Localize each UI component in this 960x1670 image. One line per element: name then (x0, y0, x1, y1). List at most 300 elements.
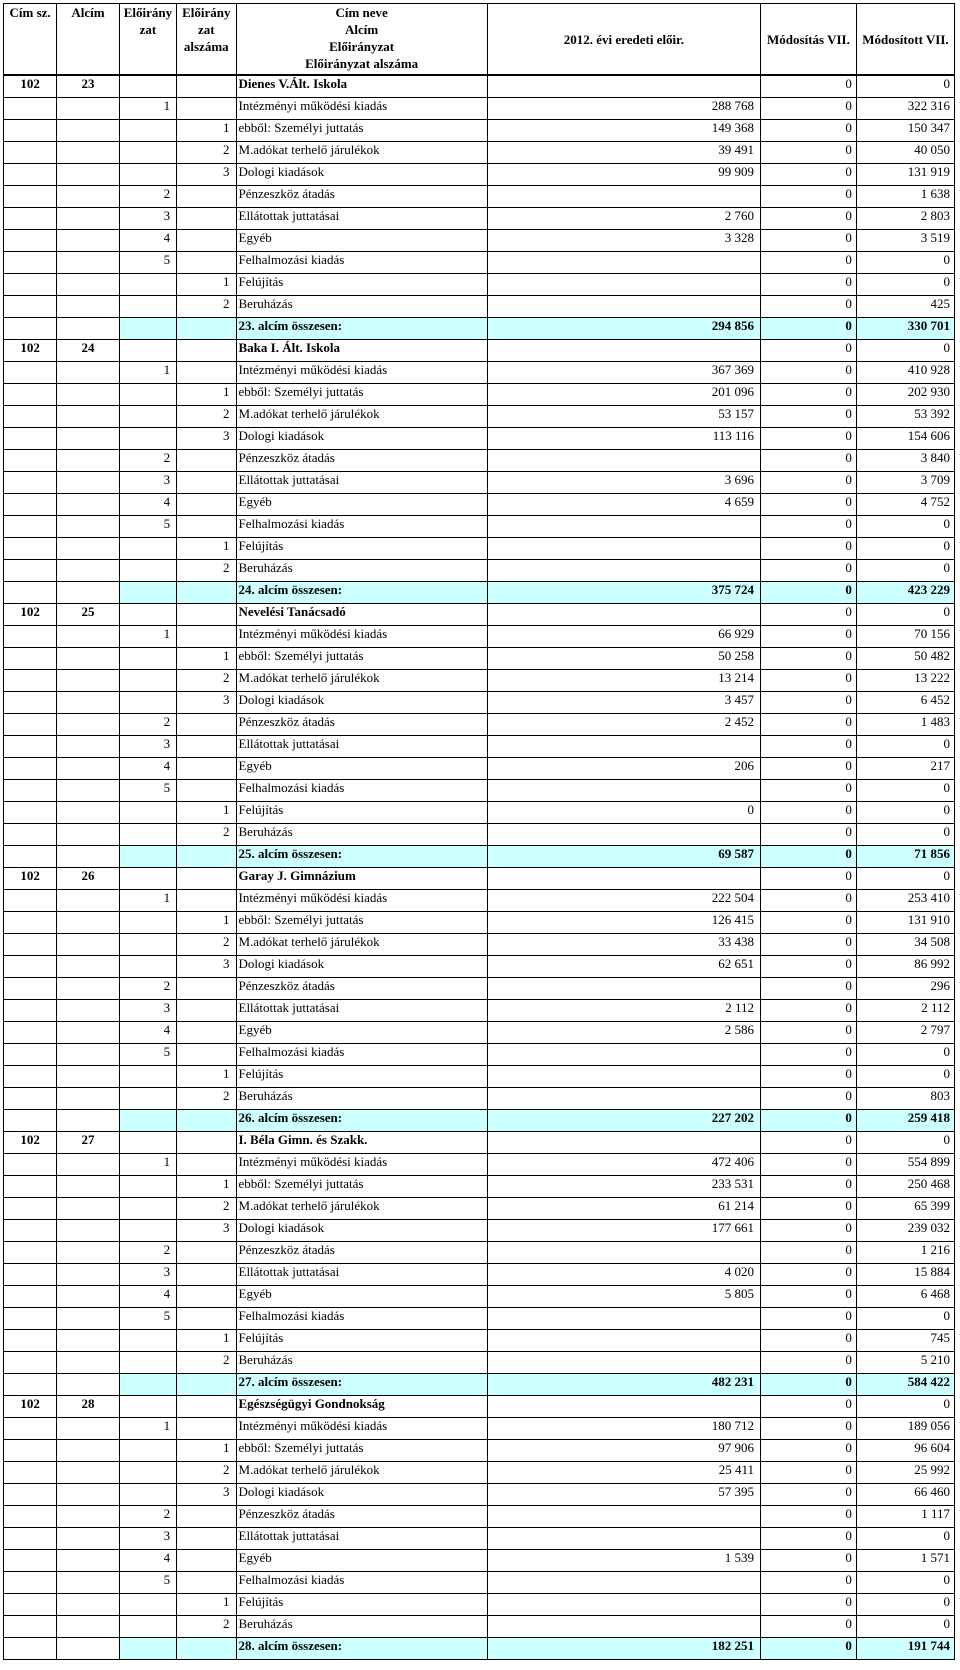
item-name: ebből: Személyi juttatás (236, 648, 487, 670)
modositott-value: 50 482 (856, 648, 954, 670)
eloiranyzat-number: 2 (119, 978, 176, 1000)
alcim-cell (57, 1286, 120, 1308)
modositas-value: 0 (761, 208, 857, 230)
total-modositas: 0 (761, 846, 857, 868)
eredeti-value: 233 531 (487, 1176, 760, 1198)
alcim-cell (57, 1352, 120, 1374)
eloiranyzat-cell (119, 582, 176, 604)
eredeti-value: 62 651 (487, 956, 760, 978)
eredeti-value (487, 1506, 760, 1528)
eloiranyzat-number: 5 (119, 516, 176, 538)
modositott-value: 2 803 (856, 208, 954, 230)
modositas-value: 0 (761, 1572, 857, 1594)
modositas-value: 0 (761, 1044, 857, 1066)
alszam-cell (177, 1132, 236, 1154)
table-row (4, 802, 955, 824)
modositas-value: 0 (761, 164, 857, 186)
eredeti-value: 4 659 (487, 494, 760, 516)
table-row (4, 186, 955, 208)
modositott-value: 253 410 (856, 890, 954, 912)
modositas-value: 0 (761, 1484, 857, 1506)
item-name: Egyéb (236, 1286, 487, 1308)
table-row (4, 1286, 955, 1308)
alszam-number (177, 494, 236, 516)
cim-cell (4, 472, 57, 494)
table-row (4, 780, 955, 802)
modositas-value: 0 (761, 1418, 857, 1440)
table-row (4, 1242, 955, 1264)
alszam-number (177, 1154, 236, 1176)
modositott-cell: 0 (856, 868, 954, 890)
eredeti-value: 367 369 (487, 362, 760, 384)
eloiranyzat-number (119, 1220, 176, 1242)
cim-cell (4, 1242, 57, 1264)
header-eredeti: 2012. évi eredeti előir. (487, 4, 760, 76)
item-name: M.adókat terhelő járulékok (236, 1462, 487, 1484)
modositas-value: 0 (761, 1440, 857, 1462)
eloiranyzat-cell (119, 318, 176, 340)
eredeti-value (487, 780, 760, 802)
alszam-number (177, 736, 236, 758)
modositott-cell: 0 (856, 1132, 954, 1154)
eredeti-value (487, 978, 760, 1000)
total-label: 26. alcím összesen: (236, 1110, 487, 1132)
total-eredeti: 294 856 (487, 318, 760, 340)
alcim-cell (57, 560, 120, 582)
modositas-value: 0 (761, 98, 857, 120)
modositott-value: 239 032 (856, 1220, 954, 1242)
cim-cell (4, 208, 57, 230)
table-row (4, 428, 955, 450)
eloiranyzat-number (119, 428, 176, 450)
eloiranyzat-number: 2 (119, 714, 176, 736)
table-row (4, 362, 955, 384)
cim-cell (4, 516, 57, 538)
modositas-value: 0 (761, 1022, 857, 1044)
table-row (4, 1440, 955, 1462)
modositott-value: 96 604 (856, 1440, 954, 1462)
eloiranyzat-number (119, 912, 176, 934)
eloiranyzat-number (119, 692, 176, 714)
eloiranyzat-number: 4 (119, 494, 176, 516)
alszam-number (177, 780, 236, 802)
item-name: Felújítás (236, 802, 487, 824)
institution-name: Garay J. Gimnázium (236, 868, 487, 890)
modositott-value: 3 840 (856, 450, 954, 472)
alcim-cell (57, 252, 120, 274)
total-modositas: 0 (761, 1374, 857, 1396)
modositas-value: 0 (761, 1000, 857, 1022)
modositas-value: 0 (761, 780, 857, 802)
modositott-value: 0 (856, 802, 954, 824)
table-row (4, 1066, 955, 1088)
alszam-number: 2 (177, 934, 236, 956)
cim-cell (4, 1440, 57, 1462)
cim-cell (4, 186, 57, 208)
item-name: Beruházás (236, 1088, 487, 1110)
modositas-value: 0 (761, 230, 857, 252)
modositas-value: 0 (761, 296, 857, 318)
modositott-value: 13 222 (856, 670, 954, 692)
eredeti-value (487, 1572, 760, 1594)
table-row (4, 736, 955, 758)
cim-cell (4, 1374, 57, 1396)
header-name-column (236, 4, 487, 76)
table-row (4, 824, 955, 846)
modositas-value: 0 (761, 560, 857, 582)
header-cim-sz: Cím sz. (4, 4, 57, 76)
eredeti-value: 149 368 (487, 120, 760, 142)
alszam-number: 1 (177, 802, 236, 824)
alszam-number: 3 (177, 1484, 236, 1506)
eredeti-value: 2 586 (487, 1022, 760, 1044)
cim-cell (4, 230, 57, 252)
eloiranyzat-number: 2 (119, 1506, 176, 1528)
eloiranyzat-number: 4 (119, 230, 176, 252)
eloiranyzat-number: 1 (119, 1418, 176, 1440)
alszam-number (177, 626, 236, 648)
section-title-row (4, 75, 955, 98)
eloiranyzat-number: 3 (119, 736, 176, 758)
modositas-value: 0 (761, 736, 857, 758)
table-row (4, 670, 955, 692)
eloiranyzat-number (119, 670, 176, 692)
modositas-value: 0 (761, 120, 857, 142)
cim-cell (4, 120, 57, 142)
table-row (4, 1572, 955, 1594)
eloiranyzat-number (119, 560, 176, 582)
alszam-number: 2 (177, 670, 236, 692)
item-name: Egyéb (236, 758, 487, 780)
table-row (4, 978, 955, 1000)
section-total-row (4, 1638, 955, 1660)
alcim-cell (57, 956, 120, 978)
table-row (4, 912, 955, 934)
table-row (4, 560, 955, 582)
alcim-cell (57, 1176, 120, 1198)
table-row (4, 934, 955, 956)
section-title-row (4, 340, 955, 362)
eredeti-value: 3 457 (487, 692, 760, 714)
eloiranyzat-number: 2 (119, 1242, 176, 1264)
eloiranyzat-number: 1 (119, 98, 176, 120)
item-name: Pénzeszköz átadás (236, 978, 487, 1000)
table-row (4, 1088, 955, 1110)
eredeti-value (487, 1528, 760, 1550)
modositott-value: 1 638 (856, 186, 954, 208)
modositott-value: 4 752 (856, 494, 954, 516)
cim-cell (4, 780, 57, 802)
item-name: ebből: Személyi juttatás (236, 120, 487, 142)
item-name: Dologi kiadások (236, 164, 487, 186)
header-eloiranyzat: Előirány zat (119, 4, 176, 76)
cim-cell (4, 1330, 57, 1352)
eredeti-value: 61 214 (487, 1198, 760, 1220)
modositas-value: 0 (761, 824, 857, 846)
institution-name: Nevelési Tanácsadó (236, 604, 487, 626)
alszam-number (177, 1308, 236, 1330)
alszam-number: 1 (177, 1066, 236, 1088)
table-row (4, 208, 955, 230)
alcim-cell (57, 1440, 120, 1462)
header-modositas: Módosítás VII. (761, 4, 857, 76)
modositas-value: 0 (761, 670, 857, 692)
cim-number: 102 (4, 868, 57, 890)
alcim-cell (57, 1484, 120, 1506)
eredeti-value (487, 186, 760, 208)
alcim-cell (57, 98, 120, 120)
modositott-value: 86 992 (856, 956, 954, 978)
item-name: M.adókat terhelő járulékok (236, 142, 487, 164)
table-row (4, 274, 955, 296)
alcim-cell (57, 450, 120, 472)
eloiranyzat-number (119, 1440, 176, 1462)
item-name: Felújítás (236, 538, 487, 560)
total-label: 25. alcím összesen: (236, 846, 487, 868)
eloiranyzat-number (119, 1462, 176, 1484)
alcim-cell (57, 1220, 120, 1242)
total-eredeti: 182 251 (487, 1638, 760, 1660)
item-name: Beruházás (236, 1616, 487, 1638)
cim-cell (4, 318, 57, 340)
alszam-cell (177, 1374, 236, 1396)
table-row (4, 494, 955, 516)
cim-cell (4, 978, 57, 1000)
modositott-value: 131 919 (856, 164, 954, 186)
eloiranyzat-number (119, 1352, 176, 1374)
alcim-cell (57, 846, 120, 868)
cim-cell (4, 164, 57, 186)
modositott-value: 0 (856, 560, 954, 582)
alcim-cell (57, 934, 120, 956)
modositas-value: 0 (761, 648, 857, 670)
total-modositott: 191 744 (856, 1638, 954, 1660)
alcim-cell (57, 1550, 120, 1572)
eredeti-value (487, 1308, 760, 1330)
alcim-cell (57, 626, 120, 648)
modositott-value: 0 (856, 1044, 954, 1066)
eloiranyzat-number: 3 (119, 1000, 176, 1022)
eredeti-value: 3 328 (487, 230, 760, 252)
modositott-value: 425 (856, 296, 954, 318)
alcim-cell (57, 714, 120, 736)
modositott-value: 1 117 (856, 1506, 954, 1528)
alszam-number (177, 472, 236, 494)
alcim-cell (57, 758, 120, 780)
alcim-cell (57, 1418, 120, 1440)
modositott-value: 40 050 (856, 142, 954, 164)
alszam-number: 1 (177, 384, 236, 406)
modositas-value: 0 (761, 1528, 857, 1550)
eloiranyzat-number (119, 1330, 176, 1352)
eloiranyzat-number (119, 1484, 176, 1506)
table-row (4, 1330, 955, 1352)
table-body (4, 75, 955, 1660)
eredeti-value (487, 824, 760, 846)
item-name: Ellátottak juttatásai (236, 736, 487, 758)
cim-cell (4, 560, 57, 582)
alcim-cell (57, 1616, 120, 1638)
modositas-value: 0 (761, 1616, 857, 1638)
alszam-cell (177, 318, 236, 340)
eredeti-cell (487, 1396, 760, 1418)
alszam-number (177, 1528, 236, 1550)
eloiranyzat-number (119, 1088, 176, 1110)
alcim-number: 24 (57, 340, 120, 362)
eloiranyzat-cell (119, 1638, 176, 1660)
modositas-value: 0 (761, 1264, 857, 1286)
institution-name: Baka I. Ált. Iskola (236, 340, 487, 362)
item-name: Ellátottak juttatásai (236, 208, 487, 230)
table-row (4, 252, 955, 274)
cim-cell (4, 1550, 57, 1572)
table-row (4, 626, 955, 648)
item-name: Beruházás (236, 296, 487, 318)
budget-table (3, 3, 955, 1660)
item-name: Intézményi működési kiadás (236, 362, 487, 384)
cim-cell (4, 1572, 57, 1594)
alszam-cell (177, 1110, 236, 1132)
item-name: Felhalmozási kiadás (236, 1308, 487, 1330)
eloiranyzat-cell (119, 1374, 176, 1396)
eloiranyzat-number (119, 934, 176, 956)
eloiranyzat-number (119, 802, 176, 824)
item-name: Egyéb (236, 494, 487, 516)
alszam-cell (177, 604, 236, 626)
eloiranyzat-number (119, 296, 176, 318)
modositott-value: 6 452 (856, 692, 954, 714)
total-label: 27. alcím összesen: (236, 1374, 487, 1396)
eloiranyzat-number: 5 (119, 252, 176, 274)
eredeti-cell (487, 1132, 760, 1154)
alcim-cell (57, 1066, 120, 1088)
eredeti-value (487, 274, 760, 296)
eredeti-value (487, 1088, 760, 1110)
modositott-value: 1 216 (856, 1242, 954, 1264)
alszam-number: 1 (177, 648, 236, 670)
alcim-cell (57, 780, 120, 802)
item-name: Ellátottak juttatásai (236, 472, 487, 494)
modositott-value: 6 468 (856, 1286, 954, 1308)
eloiranyzat-number (119, 824, 176, 846)
table-row (4, 1000, 955, 1022)
modositas-cell: 0 (761, 75, 857, 98)
table-row (4, 1462, 955, 1484)
eloiranyzat-number: 5 (119, 1308, 176, 1330)
modositas-value: 0 (761, 1286, 857, 1308)
alcim-cell (57, 1198, 120, 1220)
alcim-cell (57, 1000, 120, 1022)
section-total-row (4, 846, 955, 868)
alszam-number (177, 1418, 236, 1440)
modositas-value: 0 (761, 450, 857, 472)
modositas-value: 0 (761, 1066, 857, 1088)
cim-cell (4, 1220, 57, 1242)
alcim-number: 23 (57, 75, 120, 98)
eredeti-value: 5 805 (487, 1286, 760, 1308)
item-name: Ellátottak juttatásai (236, 1264, 487, 1286)
modositas-value: 0 (761, 1198, 857, 1220)
eredeti-value (487, 560, 760, 582)
cim-cell (4, 406, 57, 428)
alcim-cell (57, 1242, 120, 1264)
modositott-value: 217 (856, 758, 954, 780)
alcim-cell (57, 1110, 120, 1132)
eloiranyzat-number: 3 (119, 208, 176, 230)
eloiranyzat-number (119, 1066, 176, 1088)
header-row (4, 4, 955, 76)
modositott-value: 322 316 (856, 98, 954, 120)
cim-cell (4, 538, 57, 560)
modositas-cell: 0 (761, 868, 857, 890)
alszam-number (177, 890, 236, 912)
alcim-cell (57, 274, 120, 296)
item-name: Egyéb (236, 230, 487, 252)
item-name: Pénzeszköz átadás (236, 450, 487, 472)
eredeti-value (487, 1352, 760, 1374)
item-name: Felhalmozási kiadás (236, 252, 487, 274)
modositott-value: 2 112 (856, 1000, 954, 1022)
modositott-value: 410 928 (856, 362, 954, 384)
alszam-cell (177, 846, 236, 868)
modositott-value: 3 709 (856, 472, 954, 494)
eloiranyzat-cell (119, 604, 176, 626)
cim-cell (4, 252, 57, 274)
header-alcim: Alcím (57, 4, 120, 76)
alszam-number (177, 450, 236, 472)
alszam-number: 1 (177, 1176, 236, 1198)
alszam-number: 1 (177, 912, 236, 934)
modositott-value: 803 (856, 1088, 954, 1110)
eloiranyzat-number (119, 1594, 176, 1616)
modositas-value: 0 (761, 714, 857, 736)
cim-cell (4, 692, 57, 714)
alszam-number: 3 (177, 428, 236, 450)
cim-cell (4, 450, 57, 472)
header-modositott: Módosított VII. (856, 4, 954, 76)
alszam-number: 2 (177, 560, 236, 582)
alcim-cell (57, 142, 120, 164)
total-modositott: 423 229 (856, 582, 954, 604)
eloiranyzat-number (119, 120, 176, 142)
modositas-value: 0 (761, 758, 857, 780)
modositott-value: 0 (856, 736, 954, 758)
alcim-cell (57, 494, 120, 516)
item-name: ebből: Személyi juttatás (236, 1440, 487, 1462)
modositott-value: 0 (856, 1528, 954, 1550)
eloiranyzat-number (119, 1616, 176, 1638)
modositott-value: 5 210 (856, 1352, 954, 1374)
alszam-number: 2 (177, 1352, 236, 1374)
table-row (4, 230, 955, 252)
modositas-value: 0 (761, 1088, 857, 1110)
cim-cell (4, 582, 57, 604)
modositas-value: 0 (761, 362, 857, 384)
alszam-number: 3 (177, 164, 236, 186)
item-name: Egyéb (236, 1022, 487, 1044)
cim-cell (4, 1022, 57, 1044)
cim-cell (4, 648, 57, 670)
eredeti-value: 33 438 (487, 934, 760, 956)
table-row (4, 1528, 955, 1550)
modositott-value: 745 (856, 1330, 954, 1352)
modositott-cell: 0 (856, 340, 954, 362)
cim-cell (4, 1154, 57, 1176)
alcim-cell (57, 1528, 120, 1550)
table-row (4, 1308, 955, 1330)
modositott-value: 1 571 (856, 1550, 954, 1572)
modositas-value: 0 (761, 1220, 857, 1242)
